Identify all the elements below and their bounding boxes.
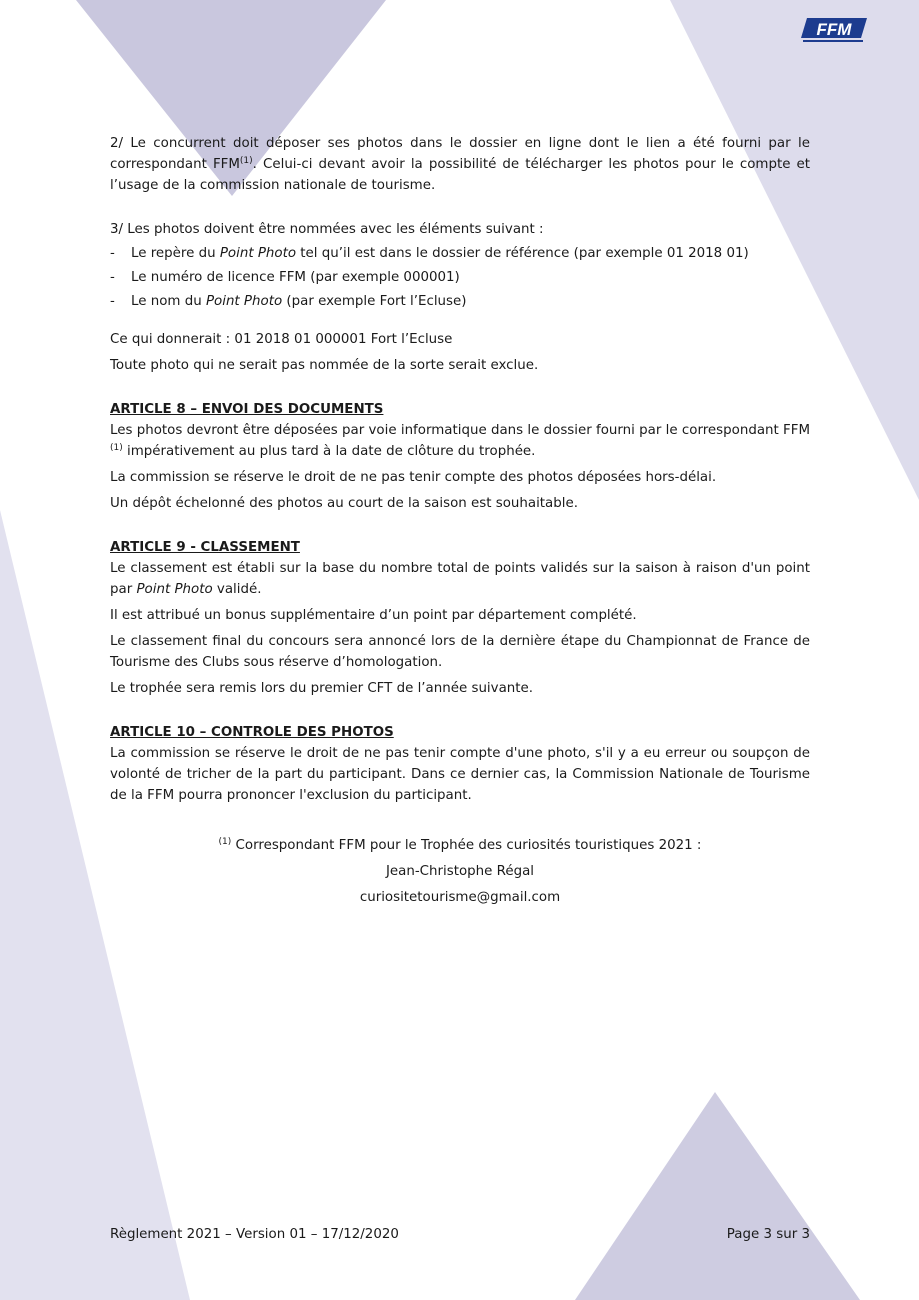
article-9-heading: ARTICLE 9 - CLASSEMENT [110,540,300,555]
exclusion-text: Toute photo qui ne serait pas nommée de la sorte serait exclue. [110,358,539,373]
list-item: - Le numéro de licence FFM (par exemple 000001) [110,270,460,285]
footnote-name: Jean-Christophe Régal [385,864,535,879]
article-8-p1: Les photos devront être déposées par voie informatique dans le dossier fourni par le correspondant FFM $^{(1)}$ impérativement au plus tard à la date de clôture du trophée. [110,423,810,459]
footnote [110,835,810,908]
article-9-p3: Le classement final du concours sera annoncé lors de la dernière étape du Championnat de France de Tourisme des Clubs sous réserve d’homologation. [110,634,810,670]
footnote-ref: (1) [110,443,123,453]
ffm-logo [801,14,867,44]
logo-text: FFM [816,20,852,39]
list-item: - Le repère du Point Photo tel qu’il est dans le dossier de référence (par exemple 01 2018 01) [110,246,749,261]
article-9-p4: Le trophée sera remis lors du premier CFT de l’année suivante. [110,681,534,696]
page-number: Page 3 sur 3 [726,1227,810,1242]
article-9-p1: Le classement est établi sur la base du nombre total de points validés sur la saison à raison d'un point par Point Photo validé. [110,561,810,597]
document-body [110,133,810,908]
article-8-p3: Un dépôt échelonné des photos au court de la saison est souhaitable. [110,496,578,511]
article-9-p2: Il est attribué un bonus supplémentaire d’un point par département complété. [110,608,637,623]
page-footer [110,1226,810,1244]
bottom-right-triangle [575,1092,860,1300]
paragraph-2: 2/ Le concurrent doit déposer ses photos dans le dossier en ligne dont le lien a été fourni par le correspondant FFM$^{(1)}$. Celui-ci devant avoir la possibilité de télécharger les photos pour le compte et l’usage de la commission nationale de tourisme. [110,136,811,193]
article-8-p2: La commission se réserve le droit de ne pas tenir compte des photos déposées hors-délai. [110,470,717,485]
paragraph-3-intro: 3/ Les photos doivent être nommées avec les éléments suivant : [110,222,544,237]
article-10-p1: La commission se réserve le droit de ne pas tenir compte d'une photo, s'il y a eu erreur ou soupçon de volonté de tricher de la part du participant. Dans ce dernier cas, la Commission Nationale de Tourisme de la FFM pourra prononcer l'exclusion du participant. [110,746,810,803]
footnote-ref: (1) [239,156,253,166]
footnote-email: curiositetourisme@gmail.com [359,890,561,905]
example-text: Ce qui donnerait : 01 2018 01 000001 Fort l’Ecluse [110,332,453,347]
footer-version: Règlement 2021 – Version 01 – 17/12/2020 [110,1227,399,1242]
article-10-heading: ARTICLE 10 – CONTROLE DES PHOTOS [110,725,394,740]
footnote-line: $^{(1)}$ Correspondant FFM pour le Trophée des curiosités touristiques 2021 : [218,837,702,853]
naming-list [110,243,810,312]
article-8-heading: ARTICLE 8 – ENVOI DES DOCUMENTS [110,402,384,417]
list-item: - Le nom du Point Photo (par exemple Fort l’Ecluse) [110,294,467,309]
